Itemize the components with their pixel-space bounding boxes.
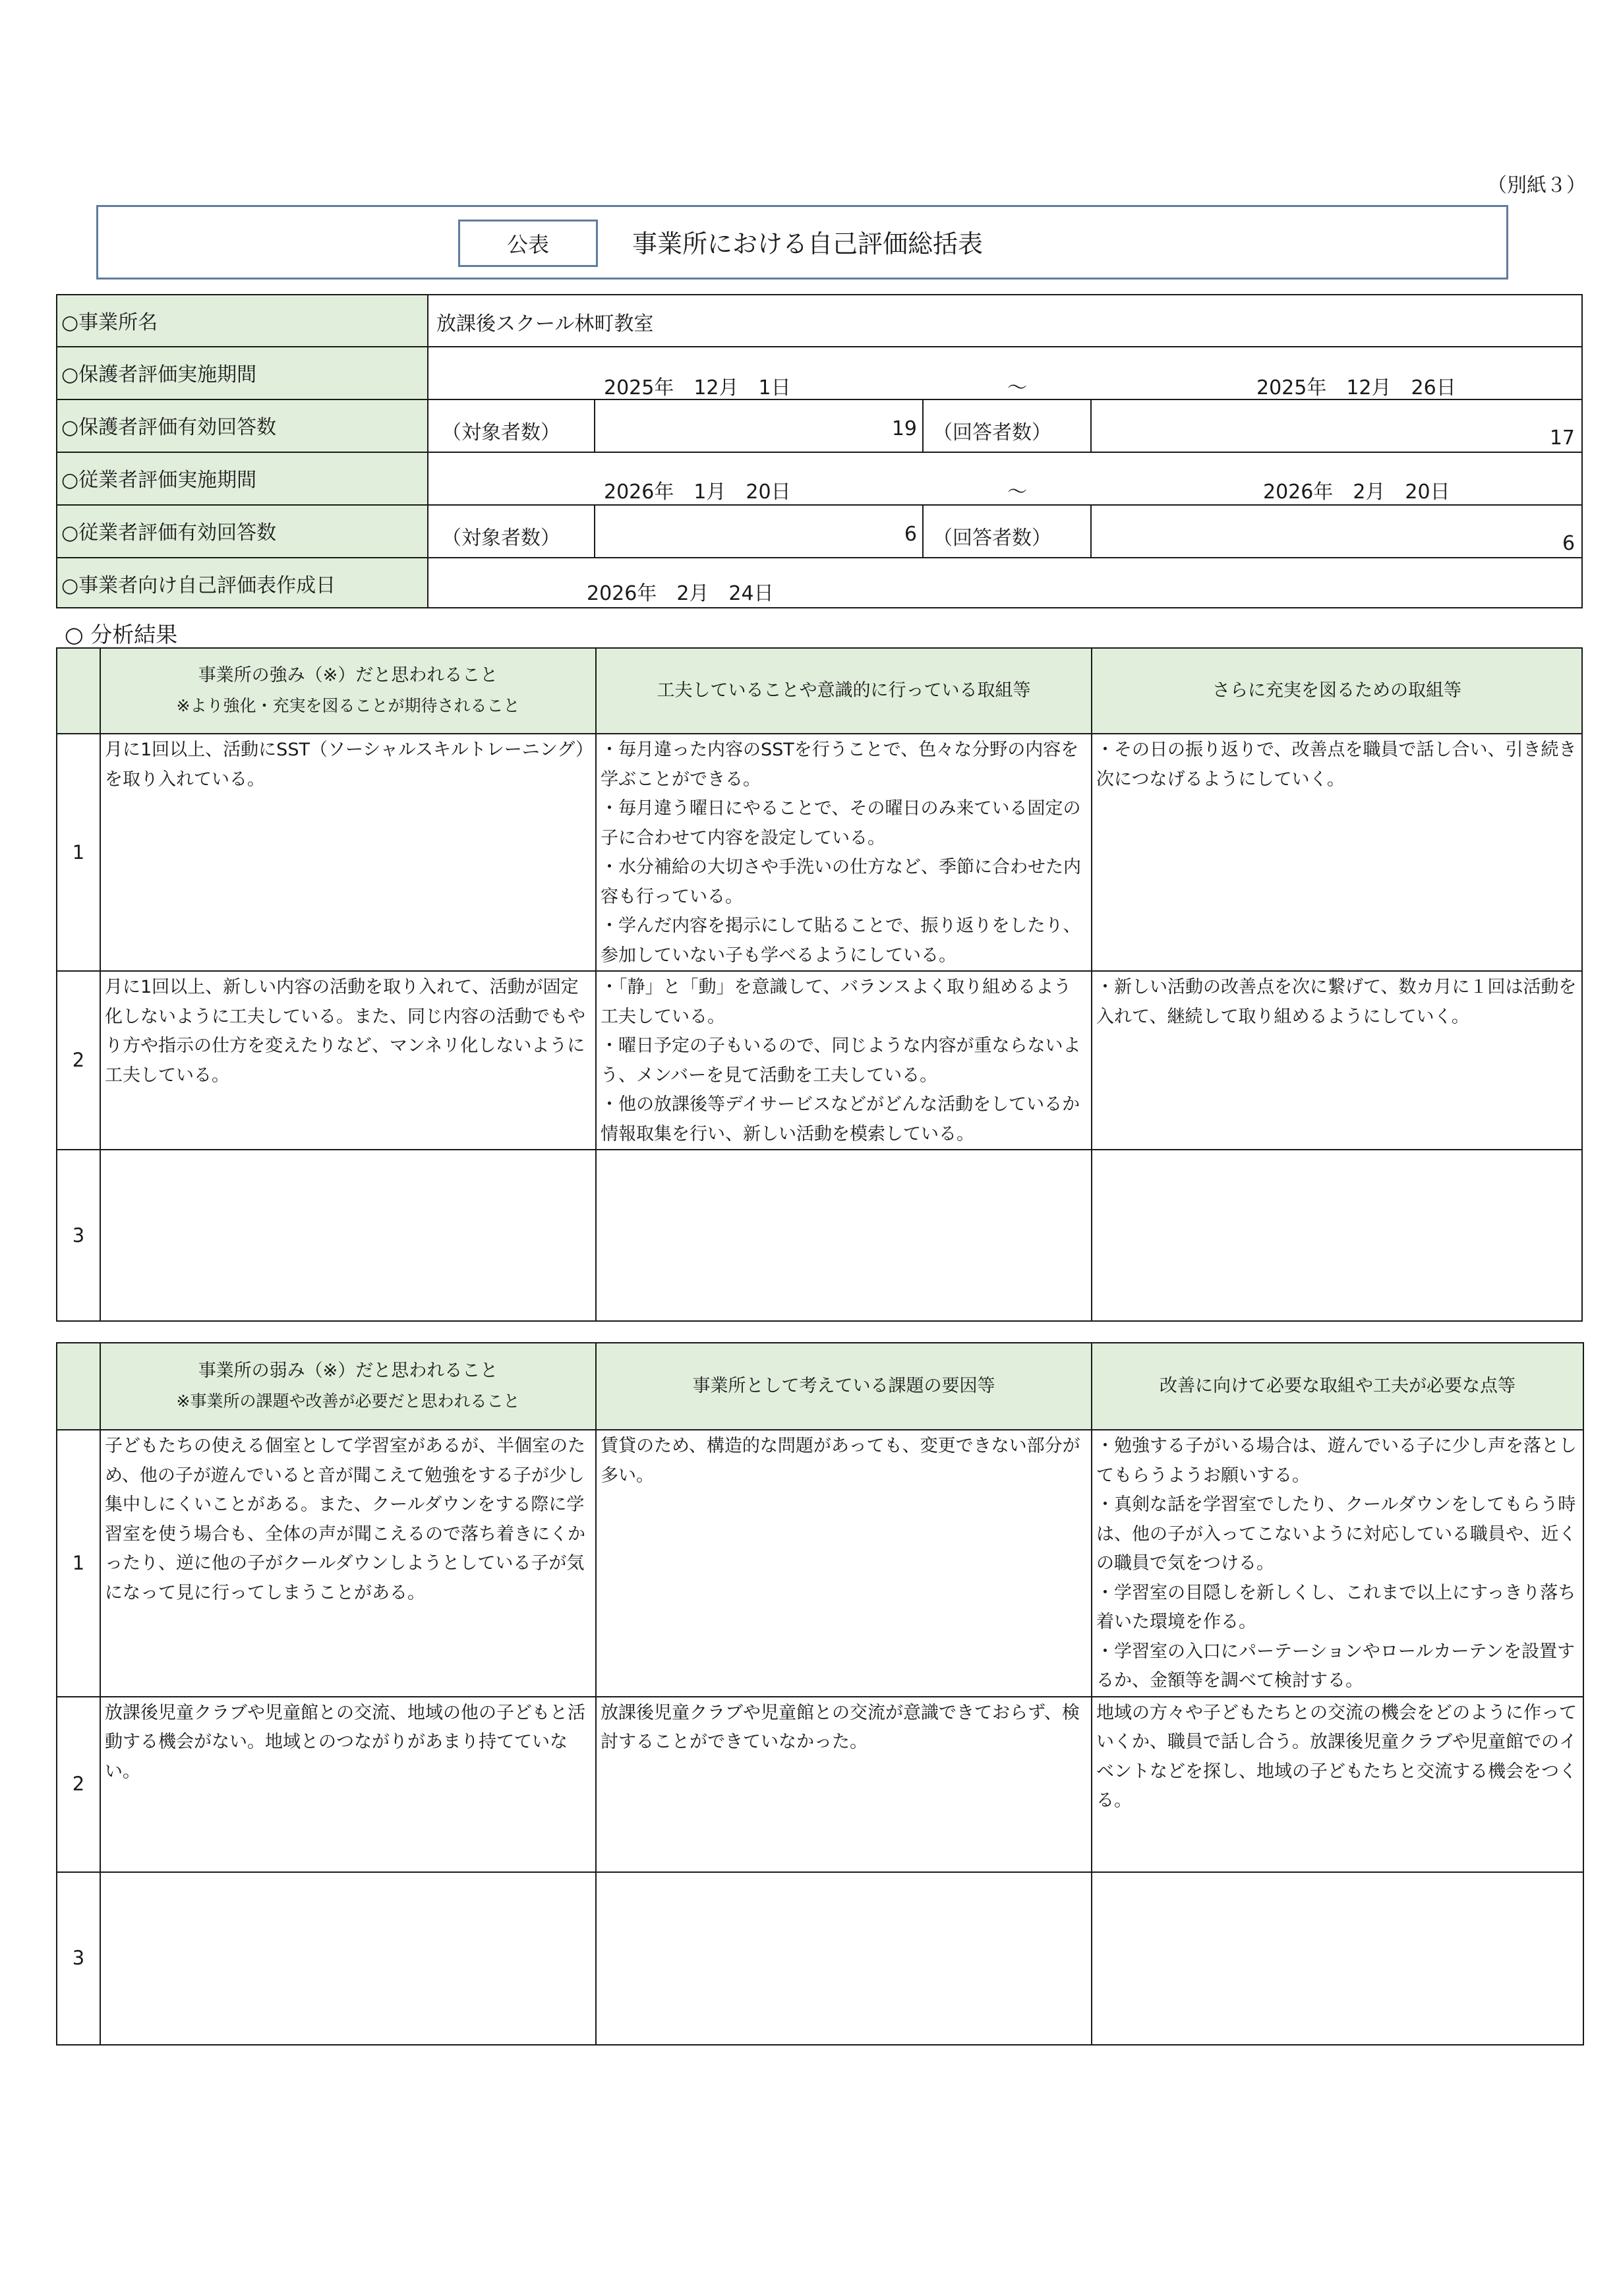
table-row	[57, 1430, 1583, 1697]
guardian-period-value	[428, 347, 1582, 399]
row-number: 3	[57, 1150, 100, 1321]
public-label: 公表	[458, 220, 598, 267]
table-row	[57, 1150, 1582, 1321]
efforts-list	[596, 734, 1092, 971]
guardian-respondent-label: （回答者数）	[923, 399, 1091, 452]
guardian-respondent-count: 17	[1091, 399, 1582, 452]
weaknesses-table	[56, 1342, 1584, 2046]
guardian-responses-label: ○保護者評価有効回答数	[57, 399, 428, 452]
list-item: ・学習室の目隠しを新しくし、これまで以上にすっきり落ち着いた環境を作る。	[1096, 1582, 1576, 1632]
efforts-list	[596, 971, 1092, 1150]
analysis-section-label: ○ 分析結果	[65, 622, 178, 647]
list-item: ・毎月違う曜日にやることで、その曜日のみ来ている固定の子に合わせて内容を設定している。	[601, 798, 1081, 848]
guardian-target-label: （対象者数）	[428, 399, 595, 452]
staff-respondent-label: （回答者数）	[923, 505, 1091, 558]
list-item: ・水分補給の大切さや手洗いの仕方など、季節に合わせた内容も行っている。	[601, 857, 1081, 907]
weakness-header	[100, 1343, 596, 1430]
facility-name-label: ○事業所名	[57, 295, 428, 347]
efforts-header: 工夫していることや意識的に行っている取組等	[596, 648, 1092, 734]
table-row	[57, 1872, 1583, 2045]
strength-text: 月に1回以上、活動にSST（ソーシャルスキルトレーニング）を取り入れている。	[100, 734, 596, 971]
guardian-period-start: 2025年 12月 1日	[604, 376, 791, 399]
weakness-header-title: 事業所の弱み（※）だと思われること	[198, 1361, 498, 1381]
list-item: 地域の方々や子どもたちとの交流の機会をどのように作っていくか、職員で話し合う。放課後児童クラブや児童館でのイベントなどを探し、地域の子どもたちと交流する機会をつくる。	[1096, 1702, 1577, 1811]
improvements-list	[1092, 1430, 1583, 1697]
created-date-value	[428, 558, 1582, 608]
staff-period-end: 2026年 2月 20日	[1263, 481, 1450, 504]
staff-target-label: （対象者数）	[428, 505, 595, 558]
list-item: ・真剣な話を学習室でしたり、クールダウンをしてもらう時は、他の子が入ってこないように対応している職員や、近くの職員で気をつける。	[1096, 1494, 1577, 1574]
staff-responses-label: ○従業者評価有効回答数	[57, 505, 428, 558]
guardian-target-count: 19	[595, 399, 923, 452]
tilde: ～	[1007, 376, 1027, 399]
created-date: 2026年 2月 24日	[587, 582, 774, 605]
strength-header-note: ※より強化・充実を図ることが期待されること	[176, 696, 520, 715]
staff-period-label: ○従業者評価実施期間	[57, 452, 428, 505]
facility-info-table	[56, 294, 1583, 608]
causes-text: 放課後児童クラブや児童館との交流が意識できておらず、検討することができていなかった。	[596, 1697, 1092, 1872]
strength-header-title: 事業所の強み（※）だと思われること	[198, 665, 498, 686]
strengths-table	[56, 647, 1583, 1322]
staff-period-start: 2026年 1月 20日	[604, 481, 791, 504]
weakness-text: 放課後児童クラブや児童館との交流、地域の他の子どもと活動する機会がない。地域とのつながりがあまり持てていない。	[100, 1697, 596, 1872]
row-number: 1	[57, 734, 100, 971]
improvements-header: 改善に向けて必要な取組や工夫が必要な点等	[1092, 1343, 1583, 1430]
causes-text: 賃貸のため、構造的な問題があっても、変更できない部分が多い。	[596, 1430, 1092, 1697]
list-item: ・毎月違った内容のSSTを行うことで、色々な分野の内容を学ぶことができる。	[601, 740, 1079, 790]
list-item: ・「静」と「動」を意識して、バランスよく取り組めるよう工夫している。	[601, 977, 1072, 1027]
improvements-list	[1092, 1872, 1583, 2045]
staff-period-value	[428, 452, 1582, 505]
weakness-header-note: ※事業所の課題や改善が必要だと思われること	[176, 1392, 520, 1411]
next-steps-text	[1092, 1150, 1582, 1321]
table-row	[57, 734, 1582, 971]
guardian-period-label: ○保護者評価実施期間	[57, 347, 428, 399]
header-number-cell	[57, 648, 100, 734]
weakness-text: 子どもたちの使える個室として学習室があるが、半個室のため、他の子が遊んでいると音が聞こえて勉強をする子が少し集中しにくいことがある。また、クールダウンをする際に学習室を使う場合も、全体の声が聞こえるので落ち着きにくかったり、逆に他の子がクールダウンしようとしている子が気になって見に行ってしまうことがある。	[100, 1430, 596, 1697]
page-title: 事業所における自己評価総括表	[632, 229, 984, 258]
table-row	[57, 1697, 1583, 1872]
list-item: ・他の放課後等デイサービスなどがどんな活動をしているか情報取集を行い、新しい活動を模索している。	[601, 1094, 1080, 1144]
next-steps-text: ・新しい活動の改善点を次に繋げて、数カ月に１回は活動を入れて、継続して取り組めるようにしていく。	[1092, 971, 1582, 1150]
next-steps-header: さらに充実を図るための取組等	[1092, 648, 1582, 734]
list-item: ・学習室の入口にパーテーションやロールカーテンを設置するか、金額等を調べて検討する。	[1096, 1641, 1575, 1691]
tilde: ～	[1007, 481, 1027, 504]
causes-text	[596, 1872, 1092, 2045]
row-number: 2	[57, 971, 100, 1150]
row-number: 3	[57, 1872, 100, 2045]
strength-text: 月に1回以上、新しい内容の活動を取り入れて、活動が固定化しないように工夫している。また、同じ内容の活動でもやり方や指示の仕方を変えたりなど、マンネリ化しないように工夫している。	[100, 971, 596, 1150]
list-item: ・勉強する子がいる場合は、遊んでいる子に少し声を落としてもらうようお願いする。	[1096, 1436, 1577, 1486]
staff-respondent-count: 6	[1091, 505, 1582, 558]
title-box	[96, 205, 1508, 280]
facility-name-value: 放課後スクール林町教室	[428, 295, 1582, 347]
strength-header	[100, 648, 596, 734]
guardian-period-end: 2025年 12月 26日	[1256, 376, 1456, 399]
created-date-label: ○事業者向け自己評価表作成日	[57, 558, 428, 608]
attachment-label: （別紙３）	[1487, 174, 1586, 197]
row-number: 2	[57, 1697, 100, 1872]
efforts-list	[596, 1150, 1092, 1321]
table-row	[57, 971, 1582, 1150]
causes-header: 事業所として考えている課題の要因等	[596, 1343, 1092, 1430]
list-item: ・学んだ内容を掲示にして貼ることで、振り返りをしたり、参加していない子も学べるようにしている。	[601, 916, 1081, 966]
list-item: ・曜日予定の子もいるので、同じような内容が重ならないよう、メンバーを見て活動を工夫している。	[601, 1036, 1081, 1086]
strength-text	[100, 1150, 596, 1321]
weakness-text	[100, 1872, 596, 2045]
next-steps-text: ・その日の振り返りで、改善点を職員で話し合い、引き続き次につなげるようにしていく。	[1092, 734, 1582, 971]
header-number-cell	[57, 1343, 100, 1430]
row-number: 1	[57, 1430, 100, 1697]
improvements-list	[1092, 1697, 1583, 1872]
staff-target-count: 6	[595, 505, 923, 558]
